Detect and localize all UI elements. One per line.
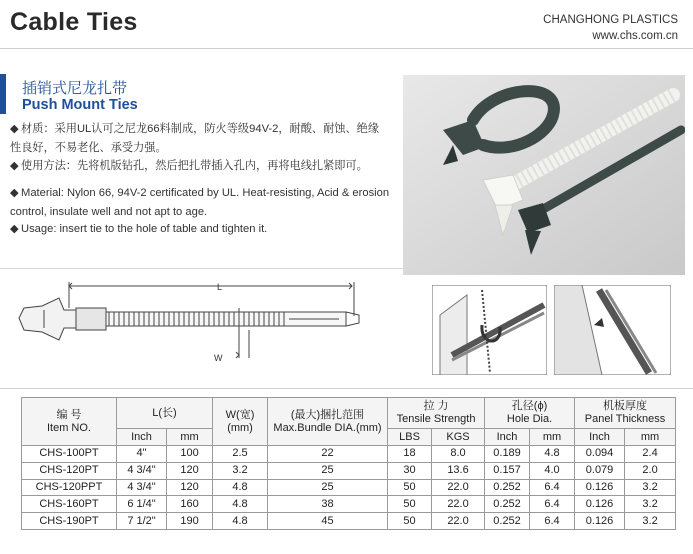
table-cell: 6.4: [530, 479, 575, 496]
table-cell: 2.4: [625, 446, 676, 463]
desc-cn-usage: [10, 157, 390, 176]
table-cell: 50: [388, 496, 432, 513]
desc-cn-material: [10, 120, 390, 158]
header-panel-inch: Inch: [575, 429, 625, 446]
product-title-cn: 插销式尼龙扎带: [22, 80, 128, 97]
header-width: W(宽) (mm): [213, 398, 268, 446]
bullet-diamond-icon: ◆: [10, 160, 19, 172]
table-row: [22, 479, 676, 496]
table-cell: 4.8: [530, 446, 575, 463]
table-cell: 22.0: [432, 513, 485, 530]
header-length: L(长): [117, 398, 213, 429]
table-cell: 3.2: [625, 479, 676, 496]
table-cell: 3.2: [213, 462, 268, 479]
width-label: W: [214, 353, 223, 363]
table-cell: 0.126: [575, 496, 625, 513]
table-divider: [0, 388, 693, 389]
desc-cn-usage-text: 使用方法：先将机版钻孔，然后把扎带插入孔内，再将电线扎紧即可。: [21, 160, 368, 172]
table-cell: 2.5: [213, 446, 268, 463]
tie-dimension-drawing: [14, 278, 374, 378]
table-cell: CHS-160PT: [22, 496, 117, 513]
table-cell: 6.4: [530, 496, 575, 513]
desc-en-material-text: Material: Nylon 66, 94V-2 certificated by UL. Heat-resisting, Acid & erosion control, insulate well and not apt to age.: [10, 187, 390, 218]
header-lbs: LBS: [388, 429, 432, 446]
desc-cn-material-text: 材质：采用UL认可之尼龙66料制成，防火等级94V-2，耐酸、耐蚀、绝缘性良好，不易老化、承受力强。: [10, 123, 380, 154]
bullet-diamond-icon: ◆: [10, 187, 19, 199]
table-cell: 0.189: [485, 446, 530, 463]
table-cell: 25: [268, 479, 388, 496]
table-cell: 0.126: [575, 513, 625, 530]
page-title: Cable Ties: [10, 8, 138, 36]
table-cell: CHS-120PPT: [22, 479, 117, 496]
table-cell: 50: [388, 479, 432, 496]
table-cell: 0.252: [485, 479, 530, 496]
table-cell: 4.8: [213, 479, 268, 496]
header-tensile: 拉 力 Tensile Strength: [388, 398, 485, 429]
table-cell: 7 1/2": [117, 513, 167, 530]
table-cell: 0.157: [485, 462, 530, 479]
table-cell: 120: [167, 479, 213, 496]
section-accent-bar: [0, 74, 6, 114]
table-cell: 4 3/4": [117, 462, 167, 479]
brand-block: [543, 12, 678, 44]
table-cell: 100: [167, 446, 213, 463]
table-cell: 0.252: [485, 513, 530, 530]
section-divider: [0, 268, 420, 269]
header-bundle: (最大)捆扎范围 Max.Bundle DIA.(mm): [268, 398, 388, 446]
length-label: L: [217, 282, 223, 292]
table-cell: 0.094: [575, 446, 625, 463]
table-row: [22, 513, 676, 530]
product-photo: [403, 75, 685, 275]
header-hole-mm: mm: [530, 429, 575, 446]
table-row: [22, 462, 676, 479]
brand-name: CHANGHONG PLASTICS: [543, 14, 678, 26]
spec-table: [21, 397, 676, 530]
header-item: 编 号 Item NO.: [22, 398, 117, 446]
table-cell: 30: [388, 462, 432, 479]
table-cell: CHS-190PT: [22, 513, 117, 530]
table-cell: 0.252: [485, 496, 530, 513]
product-title-en: Push Mount Ties: [22, 97, 138, 113]
table-cell: 3.2: [625, 513, 676, 530]
desc-en-material: [10, 184, 390, 222]
table-cell: 25: [268, 462, 388, 479]
bullet-diamond-icon: ◆: [10, 123, 19, 135]
brand-url[interactable]: www.chs.com.cn: [592, 30, 678, 42]
header-hole: 孔径(ϕ) Hole Dia.: [485, 398, 575, 429]
table-cell: 8.0: [432, 446, 485, 463]
table-cell: 0.126: [575, 479, 625, 496]
table-cell: 0.079: [575, 462, 625, 479]
desc-en-usage-text: Usage: insert tie to the hole of table and tighten it.: [21, 223, 268, 235]
header-kgs: KGS: [432, 429, 485, 446]
bullet-diamond-icon: ◆: [10, 223, 19, 235]
header-panel-mm: mm: [625, 429, 676, 446]
table-cell: 120: [167, 462, 213, 479]
table-cell: 4": [117, 446, 167, 463]
header-panel: 机板厚度 Panel Thickness: [575, 398, 676, 429]
table-row: [22, 496, 676, 513]
table-cell: 38: [268, 496, 388, 513]
table-cell: 3.2: [625, 496, 676, 513]
table-cell: 13.6: [432, 462, 485, 479]
table-cell: CHS-120PT: [22, 462, 117, 479]
table-cell: 4.0: [530, 462, 575, 479]
table-cell: 50: [388, 513, 432, 530]
desc-en-usage: [10, 220, 390, 239]
table-cell: 190: [167, 513, 213, 530]
header-hole-inch: Inch: [485, 429, 530, 446]
table-cell: 6.4: [530, 513, 575, 530]
table-cell: 22.0: [432, 496, 485, 513]
install-inset-front: [432, 285, 547, 375]
table-cell: 4.8: [213, 513, 268, 530]
table-cell: 22.0: [432, 479, 485, 496]
header-divider: [0, 48, 693, 49]
header-length-mm: mm: [167, 429, 213, 446]
install-inset-side: [554, 285, 671, 375]
table-cell: 18: [388, 446, 432, 463]
table-cell: 4 3/4": [117, 479, 167, 496]
header-length-inch: Inch: [117, 429, 167, 446]
table-cell: CHS-100PT: [22, 446, 117, 463]
table-cell: 2.0: [625, 462, 676, 479]
table-cell: 6 1/4": [117, 496, 167, 513]
table-row: [22, 446, 676, 463]
table-cell: 4.8: [213, 496, 268, 513]
table-cell: 160: [167, 496, 213, 513]
table-cell: 45: [268, 513, 388, 530]
table-cell: 22: [268, 446, 388, 463]
